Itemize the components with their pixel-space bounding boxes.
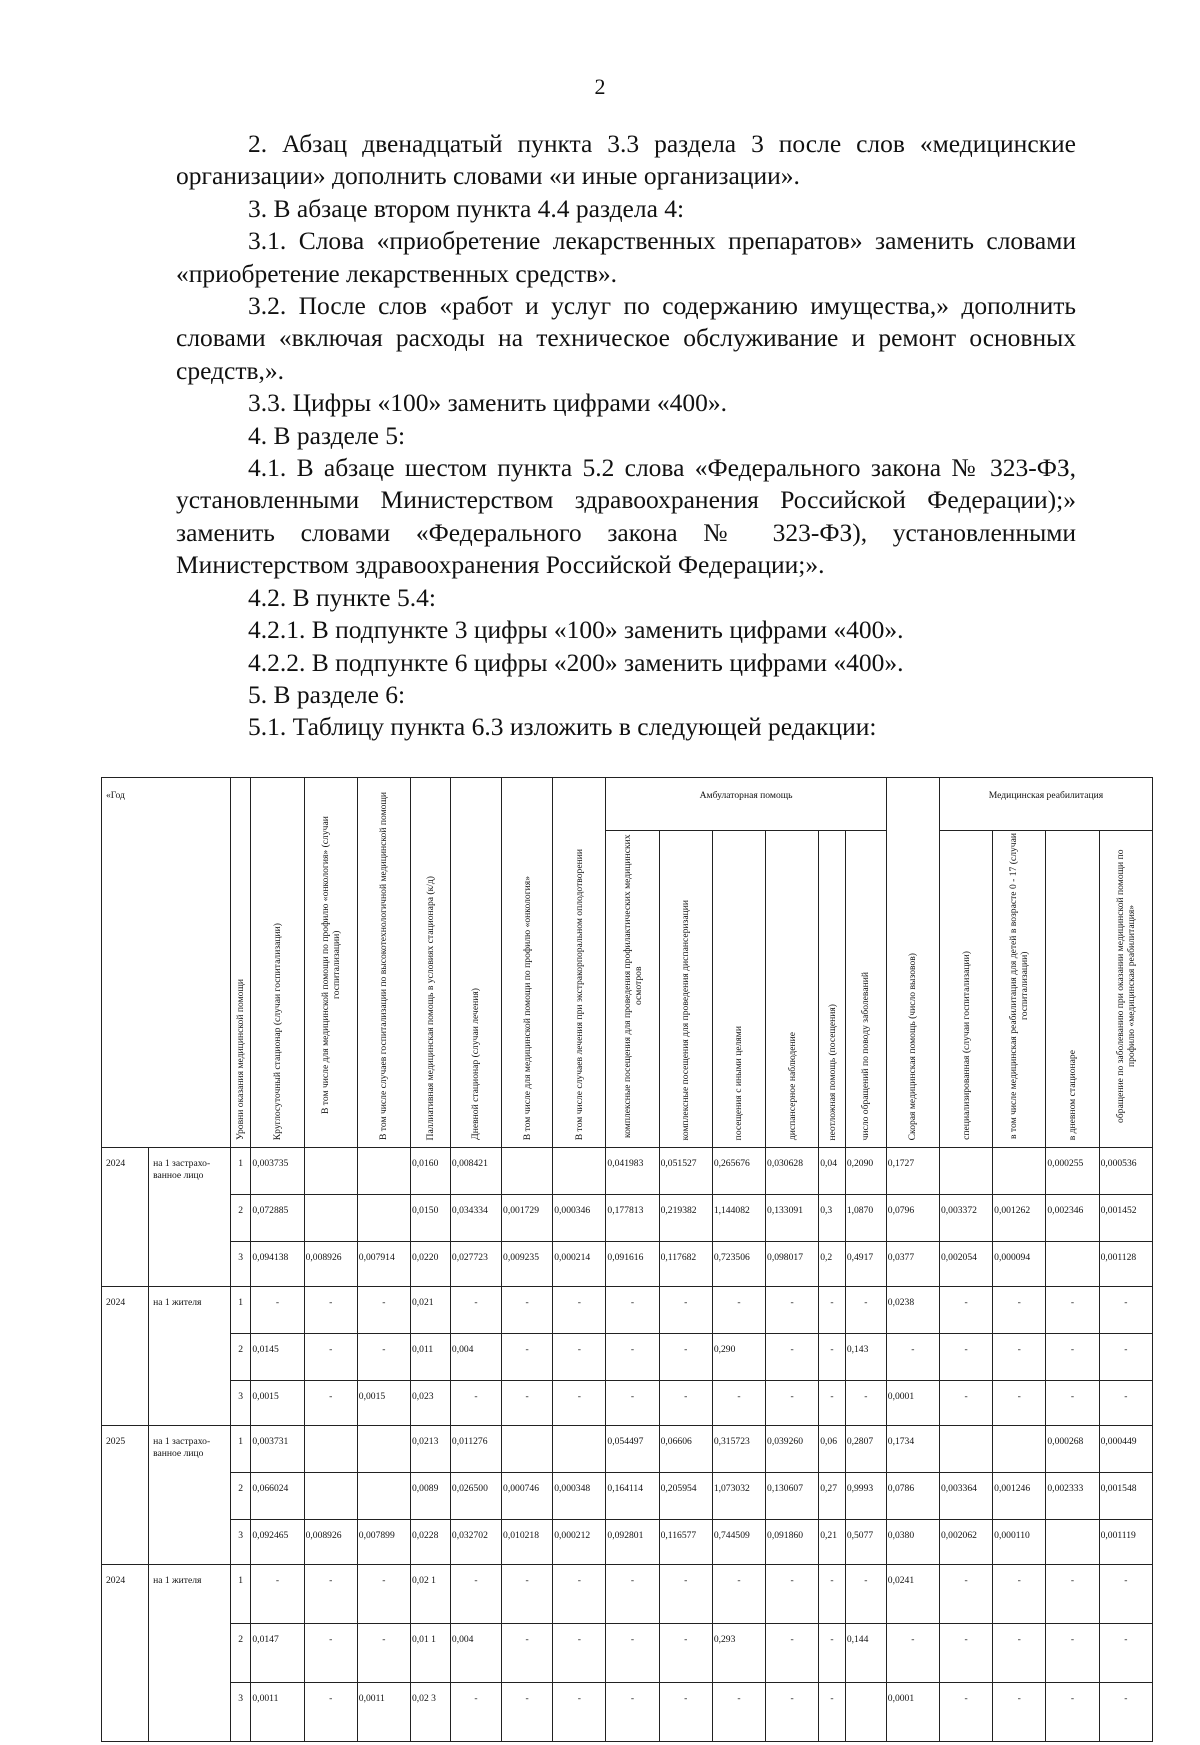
value-cell: 0,000536 <box>1099 1148 1152 1195</box>
value-cell: - <box>606 1683 659 1742</box>
value-cell: 0,003372 <box>939 1195 992 1242</box>
value-cell: - <box>939 1287 992 1334</box>
level-cell: 2 <box>230 1334 250 1381</box>
value-cell: 0,0220 <box>410 1242 450 1287</box>
value-cell: 0,0786 <box>886 1473 939 1520</box>
value-cell: 0,001246 <box>993 1473 1046 1520</box>
level-cell: 3 <box>230 1520 250 1565</box>
value-cell: - <box>1099 1334 1152 1381</box>
value-cell: 0,000110 <box>993 1520 1046 1565</box>
value-cell <box>1046 1520 1099 1565</box>
value-cell: 0,1727 <box>886 1148 939 1195</box>
column-header: посещения с иными целями <box>712 831 765 1148</box>
value-cell: - <box>502 1565 553 1624</box>
value-cell: 0,116577 <box>659 1520 712 1565</box>
value-cell: - <box>766 1334 819 1381</box>
column-header: комплексные посещения для проведения профилактических медицинских осмотров <box>606 831 659 1148</box>
value-cell: 0,0150 <box>410 1195 450 1242</box>
value-cell: 0,144 <box>845 1624 886 1683</box>
value-cell: 0,2 <box>819 1242 846 1287</box>
value-cell: - <box>1099 1624 1152 1683</box>
level-cell: 2 <box>230 1624 250 1683</box>
value-cell: 0,0241 <box>886 1565 939 1624</box>
value-cell <box>993 1426 1046 1473</box>
value-cell: - <box>606 1287 659 1334</box>
value-cell: - <box>502 1334 553 1381</box>
value-cell: 0,000212 <box>553 1520 606 1565</box>
value-cell <box>1046 1242 1099 1287</box>
value-cell: 0,002346 <box>1046 1195 1099 1242</box>
value-cell: - <box>993 1565 1046 1624</box>
value-cell: 0,007899 <box>357 1520 410 1565</box>
value-cell: 0,041983 <box>606 1148 659 1195</box>
value-cell: 0,0089 <box>410 1473 450 1520</box>
paragraph-4-1: 4.1. В абзаце шестом пункта 5.2 слова «Федерального закона № 323-ФЗ, установленными Министерством здравоохранения Российской Федерации);» заменить словами «Федерального закона № 323-ФЗ), установленными Министерством здравоохранения Российской Федерации;». <box>176 453 1076 580</box>
value-cell: 0,091860 <box>766 1520 819 1565</box>
value-cell: - <box>450 1565 501 1624</box>
year-cell: 2025 <box>102 1426 149 1565</box>
value-cell: 0,000746 <box>502 1473 553 1520</box>
value-cell: 0,164114 <box>606 1473 659 1520</box>
value-cell: 0,002054 <box>939 1242 992 1287</box>
value-cell: 0,066024 <box>251 1473 304 1520</box>
table-row <box>102 1683 1153 1742</box>
column-header: В том числе для медицинской помощи по профилю «онкология» <box>502 778 553 1148</box>
value-cell: 0,1734 <box>886 1426 939 1473</box>
value-cell <box>502 1426 553 1473</box>
value-cell: 0,000094 <box>993 1242 1046 1287</box>
unit-cell: на 1 жителя <box>149 1287 231 1426</box>
value-cell: - <box>502 1287 553 1334</box>
table-row <box>102 1148 1153 1195</box>
value-cell: 0,2807 <box>845 1426 886 1473</box>
column-header: В том числе для медицинской помощи по профилю «онкология» (случаи госпитализации) <box>304 778 357 1148</box>
value-cell: - <box>766 1565 819 1624</box>
value-cell: 0,092801 <box>606 1520 659 1565</box>
level-header: Уровни оказания медицинской помощи <box>230 778 250 1148</box>
value-cell: - <box>553 1334 606 1381</box>
value-cell: - <box>766 1624 819 1683</box>
value-cell: 0,0011 <box>357 1683 410 1742</box>
level-cell: 1 <box>230 1565 250 1624</box>
value-cell: - <box>659 1334 712 1381</box>
value-cell <box>357 1195 410 1242</box>
table-row <box>102 1565 1153 1624</box>
column-header: Паллиативная медицинская помощь в условиях стационара (к/д) <box>410 778 450 1148</box>
value-cell: - <box>502 1683 553 1742</box>
value-cell: 0,04 <box>819 1148 846 1195</box>
page-number: 2 <box>594 74 606 99</box>
value-cell: - <box>993 1334 1046 1381</box>
value-cell: - <box>819 1624 846 1683</box>
table-row <box>102 1520 1153 1565</box>
value-cell: - <box>304 1334 357 1381</box>
value-cell: 0,744509 <box>712 1520 765 1565</box>
value-cell: 0,177813 <box>606 1195 659 1242</box>
value-cell: - <box>304 1287 357 1334</box>
value-cell: - <box>659 1565 712 1624</box>
value-cell: 0,001729 <box>502 1195 553 1242</box>
value-cell: - <box>939 1381 992 1426</box>
paragraph-3-1: 3.1. Слова «приобретение лекарственных препаратов» заменить словами «приобретение лекарственных средств». <box>176 226 1076 288</box>
level-cell: 1 <box>230 1426 250 1473</box>
paragraph-5: 5. В разделе 6: <box>248 679 406 709</box>
table-body <box>102 1148 1153 1742</box>
value-cell: - <box>553 1683 606 1742</box>
value-cell: - <box>251 1565 304 1624</box>
value-cell: - <box>845 1287 886 1334</box>
value-cell: - <box>766 1381 819 1426</box>
value-cell <box>553 1426 606 1473</box>
ambulatory-group-header: Амбулаторная помощь <box>606 778 886 831</box>
value-cell: 0,004 <box>450 1624 501 1683</box>
value-cell: 0,3 <box>819 1195 846 1242</box>
year-cell: 2024 <box>102 1148 149 1287</box>
value-cell: 0,0015 <box>251 1381 304 1426</box>
level-cell: 2 <box>230 1195 250 1242</box>
value-cell: 0,000449 <box>1099 1426 1152 1473</box>
value-cell: 0,002333 <box>1046 1473 1099 1520</box>
value-cell: 0,000346 <box>553 1195 606 1242</box>
value-cell: - <box>819 1381 846 1426</box>
value-cell: - <box>502 1381 553 1426</box>
value-cell: 0,133091 <box>766 1195 819 1242</box>
value-cell: 0,0228 <box>410 1520 450 1565</box>
value-cell <box>502 1148 553 1195</box>
volume-norms-table <box>101 777 1153 1742</box>
value-cell: - <box>939 1683 992 1742</box>
table-row <box>102 1381 1153 1426</box>
value-cell: 0,4917 <box>845 1242 886 1287</box>
value-cell: - <box>502 1624 553 1683</box>
value-cell: 0,0011 <box>251 1683 304 1742</box>
table-row <box>102 1242 1153 1287</box>
value-cell: 0,011 <box>410 1334 450 1381</box>
value-cell: 0,130607 <box>766 1473 819 1520</box>
value-cell: 0,023 <box>410 1381 450 1426</box>
value-cell: 0,27 <box>819 1473 846 1520</box>
value-cell: - <box>304 1381 357 1426</box>
value-cell: - <box>553 1381 606 1426</box>
value-cell: 0,091616 <box>606 1242 659 1287</box>
value-cell: 0,0377 <box>886 1242 939 1287</box>
value-cell: 0,027723 <box>450 1242 501 1287</box>
level-cell: 3 <box>230 1683 250 1742</box>
value-cell: 0,001119 <box>1099 1520 1152 1565</box>
value-cell: - <box>845 1565 886 1624</box>
value-cell: 0,001452 <box>1099 1195 1152 1242</box>
table-row <box>102 1287 1153 1334</box>
value-cell: 0,9993 <box>845 1473 886 1520</box>
value-cell: - <box>553 1565 606 1624</box>
value-cell: 0,0213 <box>410 1426 450 1473</box>
value-cell: - <box>1046 1381 1099 1426</box>
value-cell: 1,073032 <box>712 1473 765 1520</box>
value-cell: - <box>819 1334 846 1381</box>
value-cell: - <box>1046 1287 1099 1334</box>
value-cell: 0,032702 <box>450 1520 501 1565</box>
value-cell: - <box>819 1683 846 1742</box>
value-cell: - <box>1046 1624 1099 1683</box>
value-cell: 1,144082 <box>712 1195 765 1242</box>
value-cell: 0,051527 <box>659 1148 712 1195</box>
paragraph-3-3: 3.3. Цифры «100» заменить цифрами «400». <box>248 388 728 418</box>
value-cell: 0,290 <box>712 1334 765 1381</box>
value-cell: - <box>357 1334 410 1381</box>
value-cell: 0,0145 <box>251 1334 304 1381</box>
value-cell <box>357 1148 410 1195</box>
year-cell: 2024 <box>102 1287 149 1426</box>
column-header: Круглосуточный стационар (случаи госпитализации) <box>251 778 304 1148</box>
value-cell <box>553 1148 606 1195</box>
value-cell: - <box>1046 1565 1099 1624</box>
value-cell: 0,117682 <box>659 1242 712 1287</box>
value-cell: 0,094138 <box>251 1242 304 1287</box>
value-cell: - <box>659 1624 712 1683</box>
value-cell: 0,0238 <box>886 1287 939 1334</box>
value-cell: - <box>939 1334 992 1381</box>
value-cell: 0,293 <box>712 1624 765 1683</box>
value-cell: 0,092465 <box>251 1520 304 1565</box>
value-cell: - <box>819 1565 846 1624</box>
column-header: В том числе случаев лечения при экстракорпоральном оплодотворении <box>553 778 606 1148</box>
year-cell: 2024 <box>102 1565 149 1742</box>
value-cell: 0,001548 <box>1099 1473 1152 1520</box>
value-cell: - <box>766 1287 819 1334</box>
value-cell: - <box>845 1381 886 1426</box>
table-row <box>102 1426 1153 1473</box>
value-cell: - <box>712 1381 765 1426</box>
value-cell: - <box>766 1683 819 1742</box>
value-cell: 0,000214 <box>553 1242 606 1287</box>
value-cell <box>939 1148 992 1195</box>
amendment-text <box>176 128 1076 744</box>
value-cell: 0,265676 <box>712 1148 765 1195</box>
paragraph-4-2-1: 4.2.1. В подпункте 3 цифры «100» заменить цифрами «400». <box>248 615 904 645</box>
value-cell: - <box>450 1287 501 1334</box>
value-cell: - <box>357 1624 410 1683</box>
paragraph-4-2-2: 4.2.2. В подпункте 6 цифры «200» заменить цифрами «400». <box>248 647 904 677</box>
value-cell: 0,003735 <box>251 1148 304 1195</box>
value-cell: - <box>357 1287 410 1334</box>
paragraph-4-2: 4.2. В пункте 5.4: <box>248 582 436 612</box>
column-header: неотложная помощь (посещения) <box>819 831 846 1148</box>
value-cell: 0,2090 <box>845 1148 886 1195</box>
unit-cell: на 1 жителя <box>149 1565 231 1742</box>
value-cell: - <box>1046 1334 1099 1381</box>
value-cell: - <box>659 1287 712 1334</box>
value-cell: 0,008926 <box>304 1520 357 1565</box>
value-cell: 0,001128 <box>1099 1242 1152 1287</box>
table-row <box>102 1334 1153 1381</box>
level-cell: 2 <box>230 1473 250 1520</box>
value-cell: 0,06606 <box>659 1426 712 1473</box>
value-cell: - <box>304 1565 357 1624</box>
value-cell: 0,011276 <box>450 1426 501 1473</box>
value-cell: 0,02 1 <box>410 1565 450 1624</box>
value-cell: 0,098017 <box>766 1242 819 1287</box>
value-cell: 0,000255 <box>1046 1148 1099 1195</box>
value-cell: 0,0147 <box>251 1624 304 1683</box>
value-cell: 0,315723 <box>712 1426 765 1473</box>
value-cell: 0,0015 <box>357 1381 410 1426</box>
value-cell: 0,007914 <box>357 1242 410 1287</box>
paragraph-3: 3. В абзаце втором пункта 4.4 раздела 4: <box>248 193 685 223</box>
table-row <box>102 1624 1153 1683</box>
value-cell: - <box>939 1565 992 1624</box>
value-cell: 0,001262 <box>993 1195 1046 1242</box>
paragraph-3-2: 3.2. После слов «работ и услуг по содержанию имущества,» дополнить словами «включая расходы на техническое обслуживание и ремонт основных средств,». <box>176 291 1076 385</box>
value-cell: - <box>659 1683 712 1742</box>
value-cell <box>357 1473 410 1520</box>
value-cell: - <box>1099 1683 1152 1742</box>
table-row <box>102 1473 1153 1520</box>
value-cell <box>939 1426 992 1473</box>
value-cell: 0,5077 <box>845 1520 886 1565</box>
value-cell: - <box>819 1287 846 1334</box>
rehab-group-header: Медицинская реабилитация <box>939 778 1152 831</box>
value-cell: 0,004 <box>450 1334 501 1381</box>
value-cell: - <box>886 1334 939 1381</box>
value-cell: - <box>993 1624 1046 1683</box>
column-header: в дневном стационаре <box>1046 831 1099 1148</box>
value-cell: 0,219382 <box>659 1195 712 1242</box>
value-cell: - <box>939 1624 992 1683</box>
value-cell: - <box>304 1683 357 1742</box>
value-cell: 0,21 <box>819 1520 846 1565</box>
value-cell: - <box>553 1287 606 1334</box>
paragraph-5-1: 5.1. Таблицу пункта 6.3 изложить в следующей редакции: <box>248 712 877 742</box>
level-cell: 3 <box>230 1242 250 1287</box>
value-cell: - <box>357 1565 410 1624</box>
value-cell: - <box>712 1565 765 1624</box>
column-header: Дневной стационар (случаи лечения) <box>450 778 501 1148</box>
value-cell <box>357 1426 410 1473</box>
value-cell: - <box>606 1624 659 1683</box>
value-cell: - <box>993 1381 1046 1426</box>
value-cell: - <box>606 1334 659 1381</box>
value-cell: 0,000348 <box>553 1473 606 1520</box>
value-cell: 0,003364 <box>939 1473 992 1520</box>
value-cell: 0,0380 <box>886 1520 939 1565</box>
value-cell: 0,034334 <box>450 1195 501 1242</box>
value-cell: 0,021 <box>410 1287 450 1334</box>
value-cell: - <box>712 1683 765 1742</box>
value-cell: - <box>1099 1287 1152 1334</box>
value-cell: 0,030628 <box>766 1148 819 1195</box>
column-header: специализированная (случаи госпитализации) <box>939 831 992 1148</box>
value-cell <box>304 1473 357 1520</box>
value-cell: - <box>886 1624 939 1683</box>
value-cell: - <box>606 1381 659 1426</box>
column-header: В том числе случаев госпитализации по высокотехнологичной медицинской помощи <box>357 778 410 1148</box>
value-cell <box>304 1426 357 1473</box>
paragraph-2: 2. Абзац двенадцатый пункта 3.3 раздела 3 после слов «медицинские организации» дополнить словами «и иные организации». <box>176 129 1076 191</box>
level-cell: 1 <box>230 1148 250 1195</box>
value-cell <box>304 1195 357 1242</box>
column-header: обращение по заболеванию при оказании медицинской помощи по профилю «медицинская реабилитация» <box>1099 831 1152 1148</box>
value-cell: 0,039260 <box>766 1426 819 1473</box>
value-cell: - <box>450 1683 501 1742</box>
value-cell: - <box>1046 1683 1099 1742</box>
column-header: в том числе медицинская реабилитация для детей в возрасте 0 - 17 (случаи госпитализации) <box>993 831 1046 1148</box>
value-cell: 0,0796 <box>886 1195 939 1242</box>
value-cell: 0,009235 <box>502 1242 553 1287</box>
value-cell <box>845 1683 886 1742</box>
value-cell: - <box>606 1565 659 1624</box>
value-cell: 0,143 <box>845 1334 886 1381</box>
level-cell: 3 <box>230 1381 250 1426</box>
value-cell: 0,0001 <box>886 1683 939 1742</box>
value-cell: 0,008421 <box>450 1148 501 1195</box>
value-cell: 0,072885 <box>251 1195 304 1242</box>
value-cell: 1,0870 <box>845 1195 886 1242</box>
column-header: диспансерное наблюдение <box>766 831 819 1148</box>
value-cell: 0,003731 <box>251 1426 304 1473</box>
value-cell: - <box>993 1287 1046 1334</box>
value-cell: 0,723506 <box>712 1242 765 1287</box>
value-cell: - <box>553 1624 606 1683</box>
value-cell: 0,010218 <box>502 1520 553 1565</box>
paragraph-4: 4. В разделе 5: <box>248 420 406 450</box>
column-header: комплексные посещения для проведения диспансеризации <box>659 831 712 1148</box>
value-cell: 0,054497 <box>606 1426 659 1473</box>
column-header: Скорая медицинская помощь (число вызовов) <box>886 778 939 1148</box>
value-cell: 0,000268 <box>1046 1426 1099 1473</box>
year-header: «Год <box>102 778 231 1148</box>
level-cell: 1 <box>230 1287 250 1334</box>
unit-cell: на 1 застрахо-ванное лицо <box>149 1148 231 1287</box>
value-cell: 0,008926 <box>304 1242 357 1287</box>
value-cell <box>304 1148 357 1195</box>
value-cell: 0,026500 <box>450 1473 501 1520</box>
value-cell <box>993 1148 1046 1195</box>
value-cell: - <box>1099 1381 1152 1426</box>
value-cell: 0,002062 <box>939 1520 992 1565</box>
value-cell: - <box>251 1287 304 1334</box>
value-cell: - <box>304 1624 357 1683</box>
table-row <box>102 1195 1153 1242</box>
value-cell: - <box>450 1381 501 1426</box>
unit-cell: на 1 застрахо-ванное лицо <box>149 1426 231 1565</box>
value-cell: - <box>1099 1565 1152 1624</box>
value-cell: 0,0160 <box>410 1148 450 1195</box>
value-cell: 0,06 <box>819 1426 846 1473</box>
value-cell: - <box>993 1683 1046 1742</box>
value-cell: 0,01 1 <box>410 1624 450 1683</box>
value-cell: 0,0001 <box>886 1381 939 1426</box>
value-cell: - <box>712 1287 765 1334</box>
value-cell: - <box>659 1381 712 1426</box>
column-header: число обращений по поводу заболеваний <box>845 831 886 1148</box>
value-cell: 0,205954 <box>659 1473 712 1520</box>
value-cell: 0,02 3 <box>410 1683 450 1742</box>
